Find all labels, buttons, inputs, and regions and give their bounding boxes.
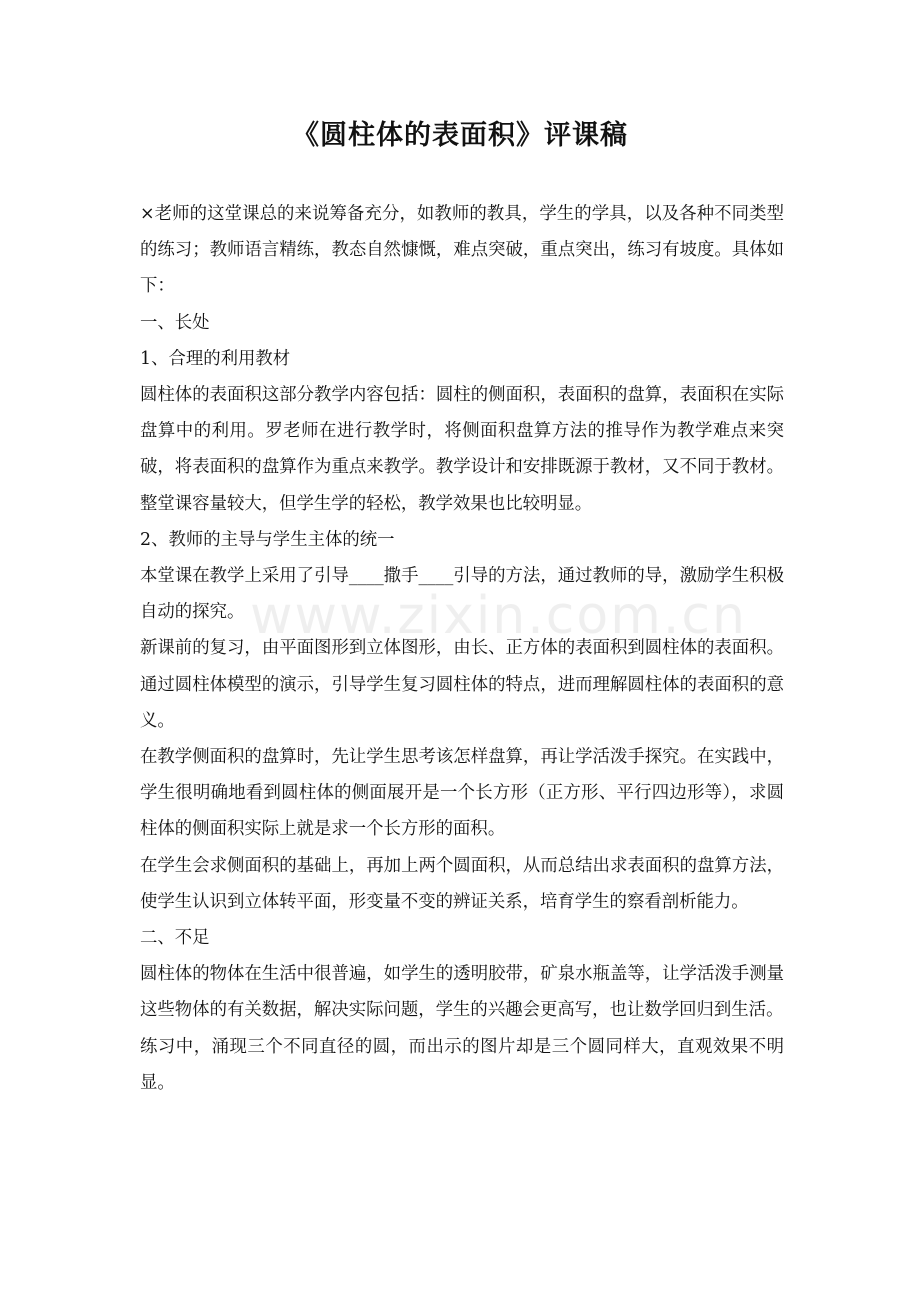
section-heading-shortcomings: 二、不足 [140,928,210,949]
paragraph-exercise-issue: 练习中，涌现三个不同直径的圆，而出示的图片却是三个圆同样大，直观效果不明显。 [140,1036,784,1093]
watermark-text: www.zixin.com.cn [250,586,747,646]
paragraph-lateral-area: 在教学侧面积的盘算时，先让学生思考该怎样盘算，再让学活泼手探究。在实践中，学生很明确地看到圆柱体的侧面展开是一个长方形（正方形、平行四边形等），求圆柱体的侧面积实际上就是求一个长方形的面积。 [140,747,784,840]
document-title: 《圆柱体的表面积》评课稿 [292,120,628,151]
paragraph-review: 新课前的复习，由平面图形到立体图形，由长、正方体的表面积到圆柱体的表面积。通过圆柱体模型的演示，引导学生复习圆柱体的特点，进而理解圆柱体的表面积的意义。 [140,638,784,731]
paragraph-textbook: 圆柱体的表面积这部分教学内容包括：圆柱的侧面积，表面积的盘算，表面积在实际盘算中的利用。罗老师在进行教学时，将侧面积盘算方法的推导作为教学难点来突破，将表面积的盘算作为重点来教学。教学设计和安排既源于教材，又不同于教材。整堂课容量较大，但学生学的轻松，教学效果也比较明显。 [140,385,784,514]
paragraph-real-life: 圆柱体的物体在生活中很普遍，如学生的透明胶带，矿泉水瓶盖等，让学活泼手测量这些物体的有关数据，解决实际问题，学生的兴趣会更高写，也让数学回归到生活。 [140,964,784,1021]
paragraph-guidance-method: 本堂课在教学上采用了引导____撒手____引导的方法，通过教师的导，激励学生积极自动的探究。 [140,566,784,623]
intro-paragraph: ×老师的这堂课总的来说筹备充分，如教师的教具，学生的学具，以及各种不同类型的练习；教师语言精练，教态自然慷慨，难点突破，重点突出，练习有坡度。具体如下： [140,204,784,297]
paragraph-surface-area: 在学生会求侧面积的基础上，再加上两个圆面积，从而总结出求表面积的盘算方法，使学生认识到立体转平面，形变量不变的辨证关系，培育学生的察看剖析能力。 [140,855,784,912]
subheading-use-textbook: 1、合理的利用教材 [140,348,291,369]
document-body [140,196,784,1101]
subheading-teacher-student: 2、教师的主导与学生主体的统一 [140,529,395,550]
section-heading-strengths: 一、长处 [140,312,210,333]
